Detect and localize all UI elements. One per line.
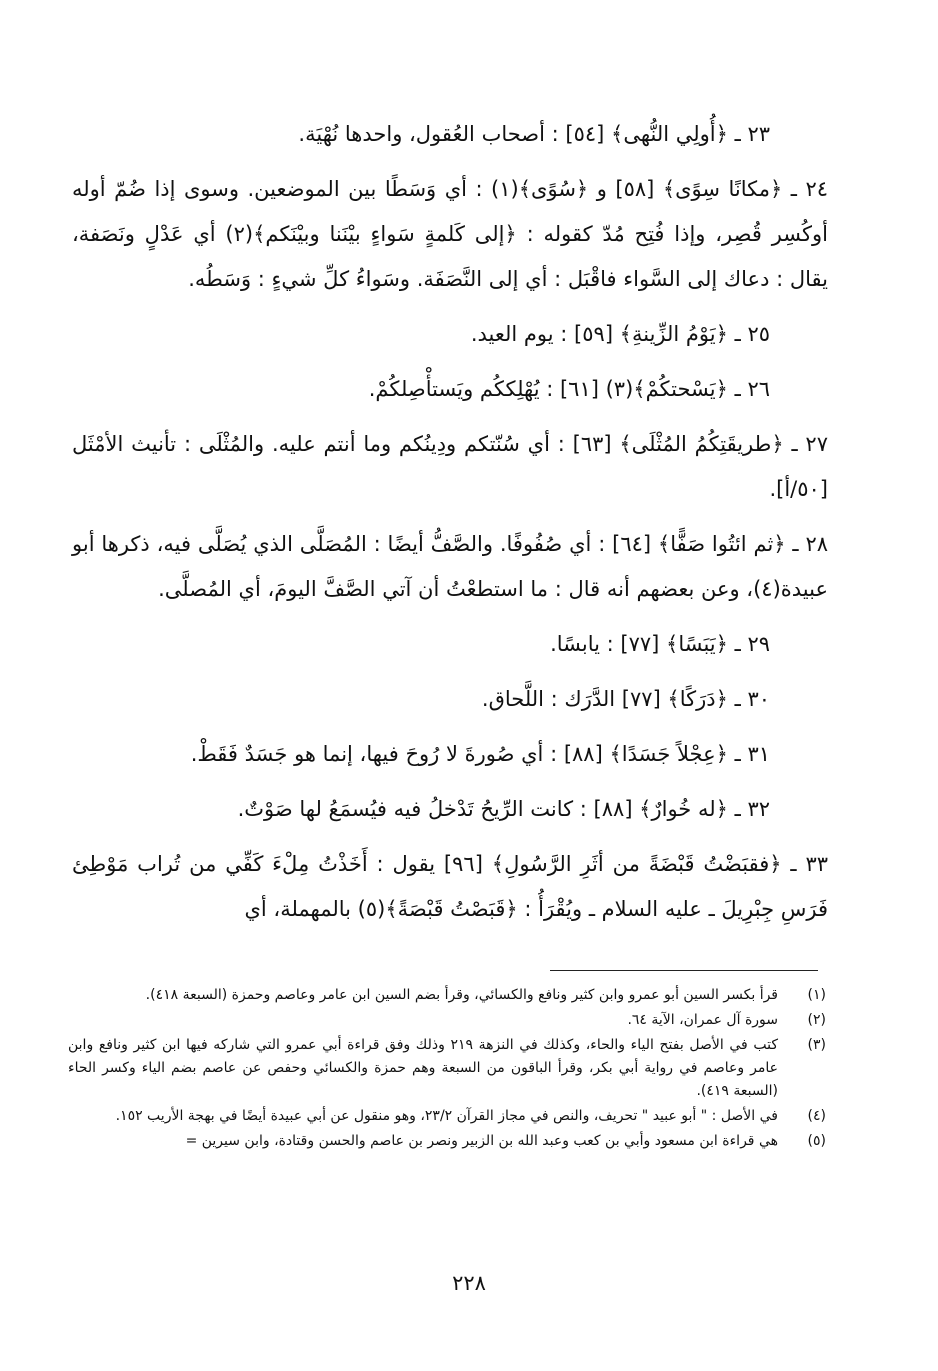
footnote-number: (٥) xyxy=(807,1133,826,1149)
footnote-number: (٣) xyxy=(807,1037,826,1053)
footnote-separator xyxy=(550,970,818,971)
entry-33: ٣٣ ـ ﴿فقبَضْتُ قَبْضَةً من أثَرِ الرَّسُولِ﴾ [٩٦] يقول : أَخَذْتُ مِلْءَ كَفِّي من تُراب مَوْطِئ فَرَسِ جِبْرِيلَ ـ عليه السلام ـ ويُقْرَأُ : ﴿قَبَصْتُ قَبْصَةً﴾(٥) بالمهملة، أي xyxy=(72,852,828,921)
entry-27: ٢٧ ـ ﴿طريقَتِكُمُ المُثْلَى﴾ [٦٣] : أي سُنّتكم ودِينُكم وما أنتم عليه. والمُثْلَى : تأنيث الأمْثَل [٥٠/أ]. xyxy=(72,432,828,501)
footnote xyxy=(68,1034,826,1103)
footnotes xyxy=(68,984,826,1155)
footnote xyxy=(68,1105,826,1128)
entry-30: ٣٠ ـ ﴿دَرَكًا﴾ [٧٧] الدَّرَك : اللَّحاق. xyxy=(481,687,770,711)
footnote-text: هي قراءة ابن مسعود وأبي بن كعب وعبد الله بن الزبير ونصر بن عاصم والحسن وقتادة، وابن سيرين = xyxy=(185,1133,778,1149)
main-text xyxy=(72,112,828,942)
footnote-number: (٤) xyxy=(807,1108,826,1124)
footnote-text: كتب في الأصل بفتح الياء والحاء، وكذلك في النزهة ٢١٩ وذلك وفق قراءة أبي عمرو التي شاركه فيها ابن كثير ونافع وابن عامر وعاصم في رواية أبي بكر، وقرأ الباقون من السبعة وهم حمزة والكسائي وحفص عن عاصم بضم الياء وكسر الحاء (السبعة ٤١٩). xyxy=(68,1037,778,1099)
footnote xyxy=(68,1130,826,1153)
footnote-text: في الأصل : " أبو عبيد " تحريف، والنص في مجاز القرآن ٢٣/٢، وهو منقول عن أبي عبيدة أيضًا في بهجة الأريب ١٥٢. xyxy=(115,1108,778,1124)
entry-26: ٢٦ ـ ﴿يَسْحتكُمْ﴾(٣) [٦١] : يُهْلِككُم ويَستأْصِلكُمْ. xyxy=(368,377,770,401)
footnote-number: (٢) xyxy=(807,1012,826,1028)
entry-25: ٢٥ ـ ﴿يَوْمُ الزِّينةِ﴾ [٥٩] : يوم العيد. xyxy=(470,322,770,346)
entry-31: ٣١ ـ ﴿عِجْلاً جَسَدًا﴾ [٨٨] : أي صُورةَ لا رُوحَ فيها، إنما هو جَسَدٌ فَقَطْ. xyxy=(190,742,770,766)
footnote xyxy=(68,1009,826,1032)
footnote-text: قرأ بكسر السين أبو عمرو وابن كثير ونافع والكسائي، وقرأ بضم السين ابن عامر وعاصم وحمزة (السبعة ٤١٨). xyxy=(145,987,778,1003)
entry-24: ٢٤ ـ ﴿مكانًا سِوًى﴾ [٥٨] و ﴿سُوًى﴾(١) : أي وَسَطًا بين الموضعين. وسوى إذا ضُمّ أوله أوكُسِر قُصِر، وإذا فُتِح مُدّ كقوله : ﴿إلى كَلمةٍ سَواءٍ بيْنَنا وبيْنَكم﴾(٢) أي عَدْلٍ ونَصَفة، يقال : دعاك إلى السَّواء فاقْبَل : أي إلى النَّصَفَة. وسَواءُ كلِّ شيءٍ : وَسَطُه. xyxy=(72,177,829,291)
page-number: ٢٢٨ xyxy=(452,1271,486,1295)
footnote-text: سورة آل عمران، الآية ٦٤. xyxy=(627,1012,778,1028)
entry-32: ٣٢ ـ ﴿له خُوارٌ﴾ [٨٨] : كانت الرِّيحُ تَدْخلُ فيه فيُسمَعُ لها صَوْتٌ. xyxy=(237,797,770,821)
entry-23: ٢٣ ـ ﴿أُولِي النُّهى﴾ [٥٤] : أصحاب العُقول، واحدها نُهْيَة. xyxy=(298,122,770,146)
entry-29: ٢٩ ـ ﴿يَبَسًا﴾ [٧٧] : يابسًا. xyxy=(550,632,770,656)
footnote xyxy=(68,984,826,1007)
footnote-number: (١) xyxy=(807,987,826,1003)
entry-28: ٢٨ ـ ﴿ثم ائتُوا صَفًّا﴾ [٦٤] : أي صُفُوفًا. والصَّفُّ أيضًا : المُصَلَّى الذي يُصَلَّى فيه، ذكرها أبو عبيدة(٤)، وعن بعضهم أنه قال : ما استطعْتُ أن آتي الصَّفَّ اليومَ، أي المُصلَّى. xyxy=(72,532,828,601)
